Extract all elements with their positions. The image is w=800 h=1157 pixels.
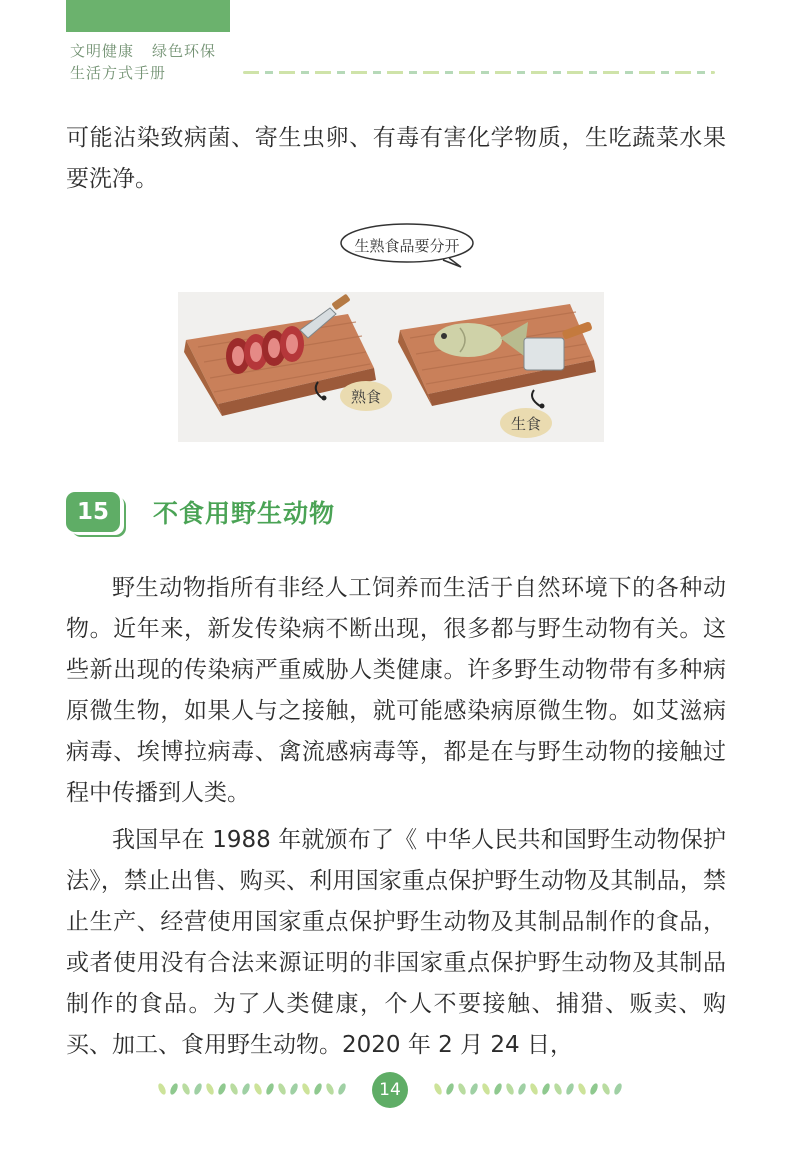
leaf-icon [601, 1082, 612, 1095]
book-title-part2: 绿色环保 [152, 42, 217, 60]
leaf-icon [529, 1082, 540, 1095]
leaf-icon [205, 1082, 216, 1095]
leaf-icon [289, 1082, 300, 1095]
leaf-icon [589, 1082, 600, 1095]
leaf-icon [301, 1082, 312, 1095]
leaf-icon [157, 1082, 168, 1095]
tag-raw-food: 生食 [500, 408, 552, 438]
page-number: 14 [372, 1072, 408, 1108]
header-tab-bar [66, 0, 230, 32]
leaf-icon [445, 1082, 456, 1095]
paragraph-wildlife-law: 我国早在 1988 年就颁布了《 中华人民共和国野生动物保护法》，禁止出售、购买、利用国家重点保护野生动物及其制品，禁止生产、经营使用国家重点保护野生动物及其制品制作的食品，或者使用没有合法来源证明的非国家重点保护野生动物及其制品制作的食品。为了人类健康，个人不要接触、捕猎、贩卖、购买、加工、食用野生动物。2020 年 2 月 24 日， [66, 827, 726, 1058]
leaf-icon [493, 1082, 504, 1095]
leaf-icon [565, 1082, 576, 1095]
tag-cooked-food: 熟食 [340, 381, 392, 411]
leaf-icon [337, 1082, 348, 1095]
paragraph-wildlife-definition: 野生动物指所有非经人工饲养而生活于自然环境下的各种动物。近年来，新发传染病不断出现，很多都与野生动物有关。这些新出现的传染病严重威胁人类健康。许多野生动物带有多种病原微生物，如果人与之接触，就可能感染病原微生物。如艾滋病病毒、埃博拉病毒、禽流感病毒等，都是在与野生动物的接触过程中传播到人类。 [66, 575, 726, 806]
book-title-line2: 生活方式手册 [70, 64, 167, 82]
leaf-icon [577, 1082, 588, 1095]
leaf-icon [241, 1082, 252, 1095]
leaf-icon [553, 1082, 564, 1095]
leaf-icon [517, 1082, 528, 1095]
leaf-icon [433, 1082, 444, 1095]
leaf-decoration-left [156, 1080, 352, 1098]
leaf-icon [541, 1082, 552, 1095]
leaf-icon [169, 1082, 180, 1095]
leaf-icon [193, 1082, 204, 1095]
section-title: 不食用野生动物 [153, 499, 336, 528]
leaf-icon [253, 1082, 264, 1095]
section-number-badge: 15 [66, 492, 120, 532]
header-divider [243, 71, 715, 74]
leaf-icon [277, 1082, 288, 1095]
leaf-icon [181, 1082, 192, 1095]
leaf-icon [481, 1082, 492, 1095]
leaf-icon [265, 1082, 276, 1095]
leaf-decoration-right [432, 1080, 628, 1098]
book-title-part1: 文明健康 [70, 42, 135, 60]
leaf-icon [217, 1082, 228, 1095]
leaf-icon [613, 1082, 624, 1095]
leaf-icon [457, 1082, 468, 1095]
leaf-icon [325, 1082, 336, 1095]
leaf-icon [229, 1082, 240, 1095]
leaf-icon [469, 1082, 480, 1095]
speech-bubble-text: 生熟食品要分开 [354, 236, 460, 255]
leaf-icon [313, 1082, 324, 1095]
leaf-icon [505, 1082, 516, 1095]
paragraph-intro: 可能沾染致病菌、寄生虫卵、有毒有害化学物质，生吃蔬菜水果要洗净。 [66, 125, 726, 192]
book-title [70, 40, 216, 84]
